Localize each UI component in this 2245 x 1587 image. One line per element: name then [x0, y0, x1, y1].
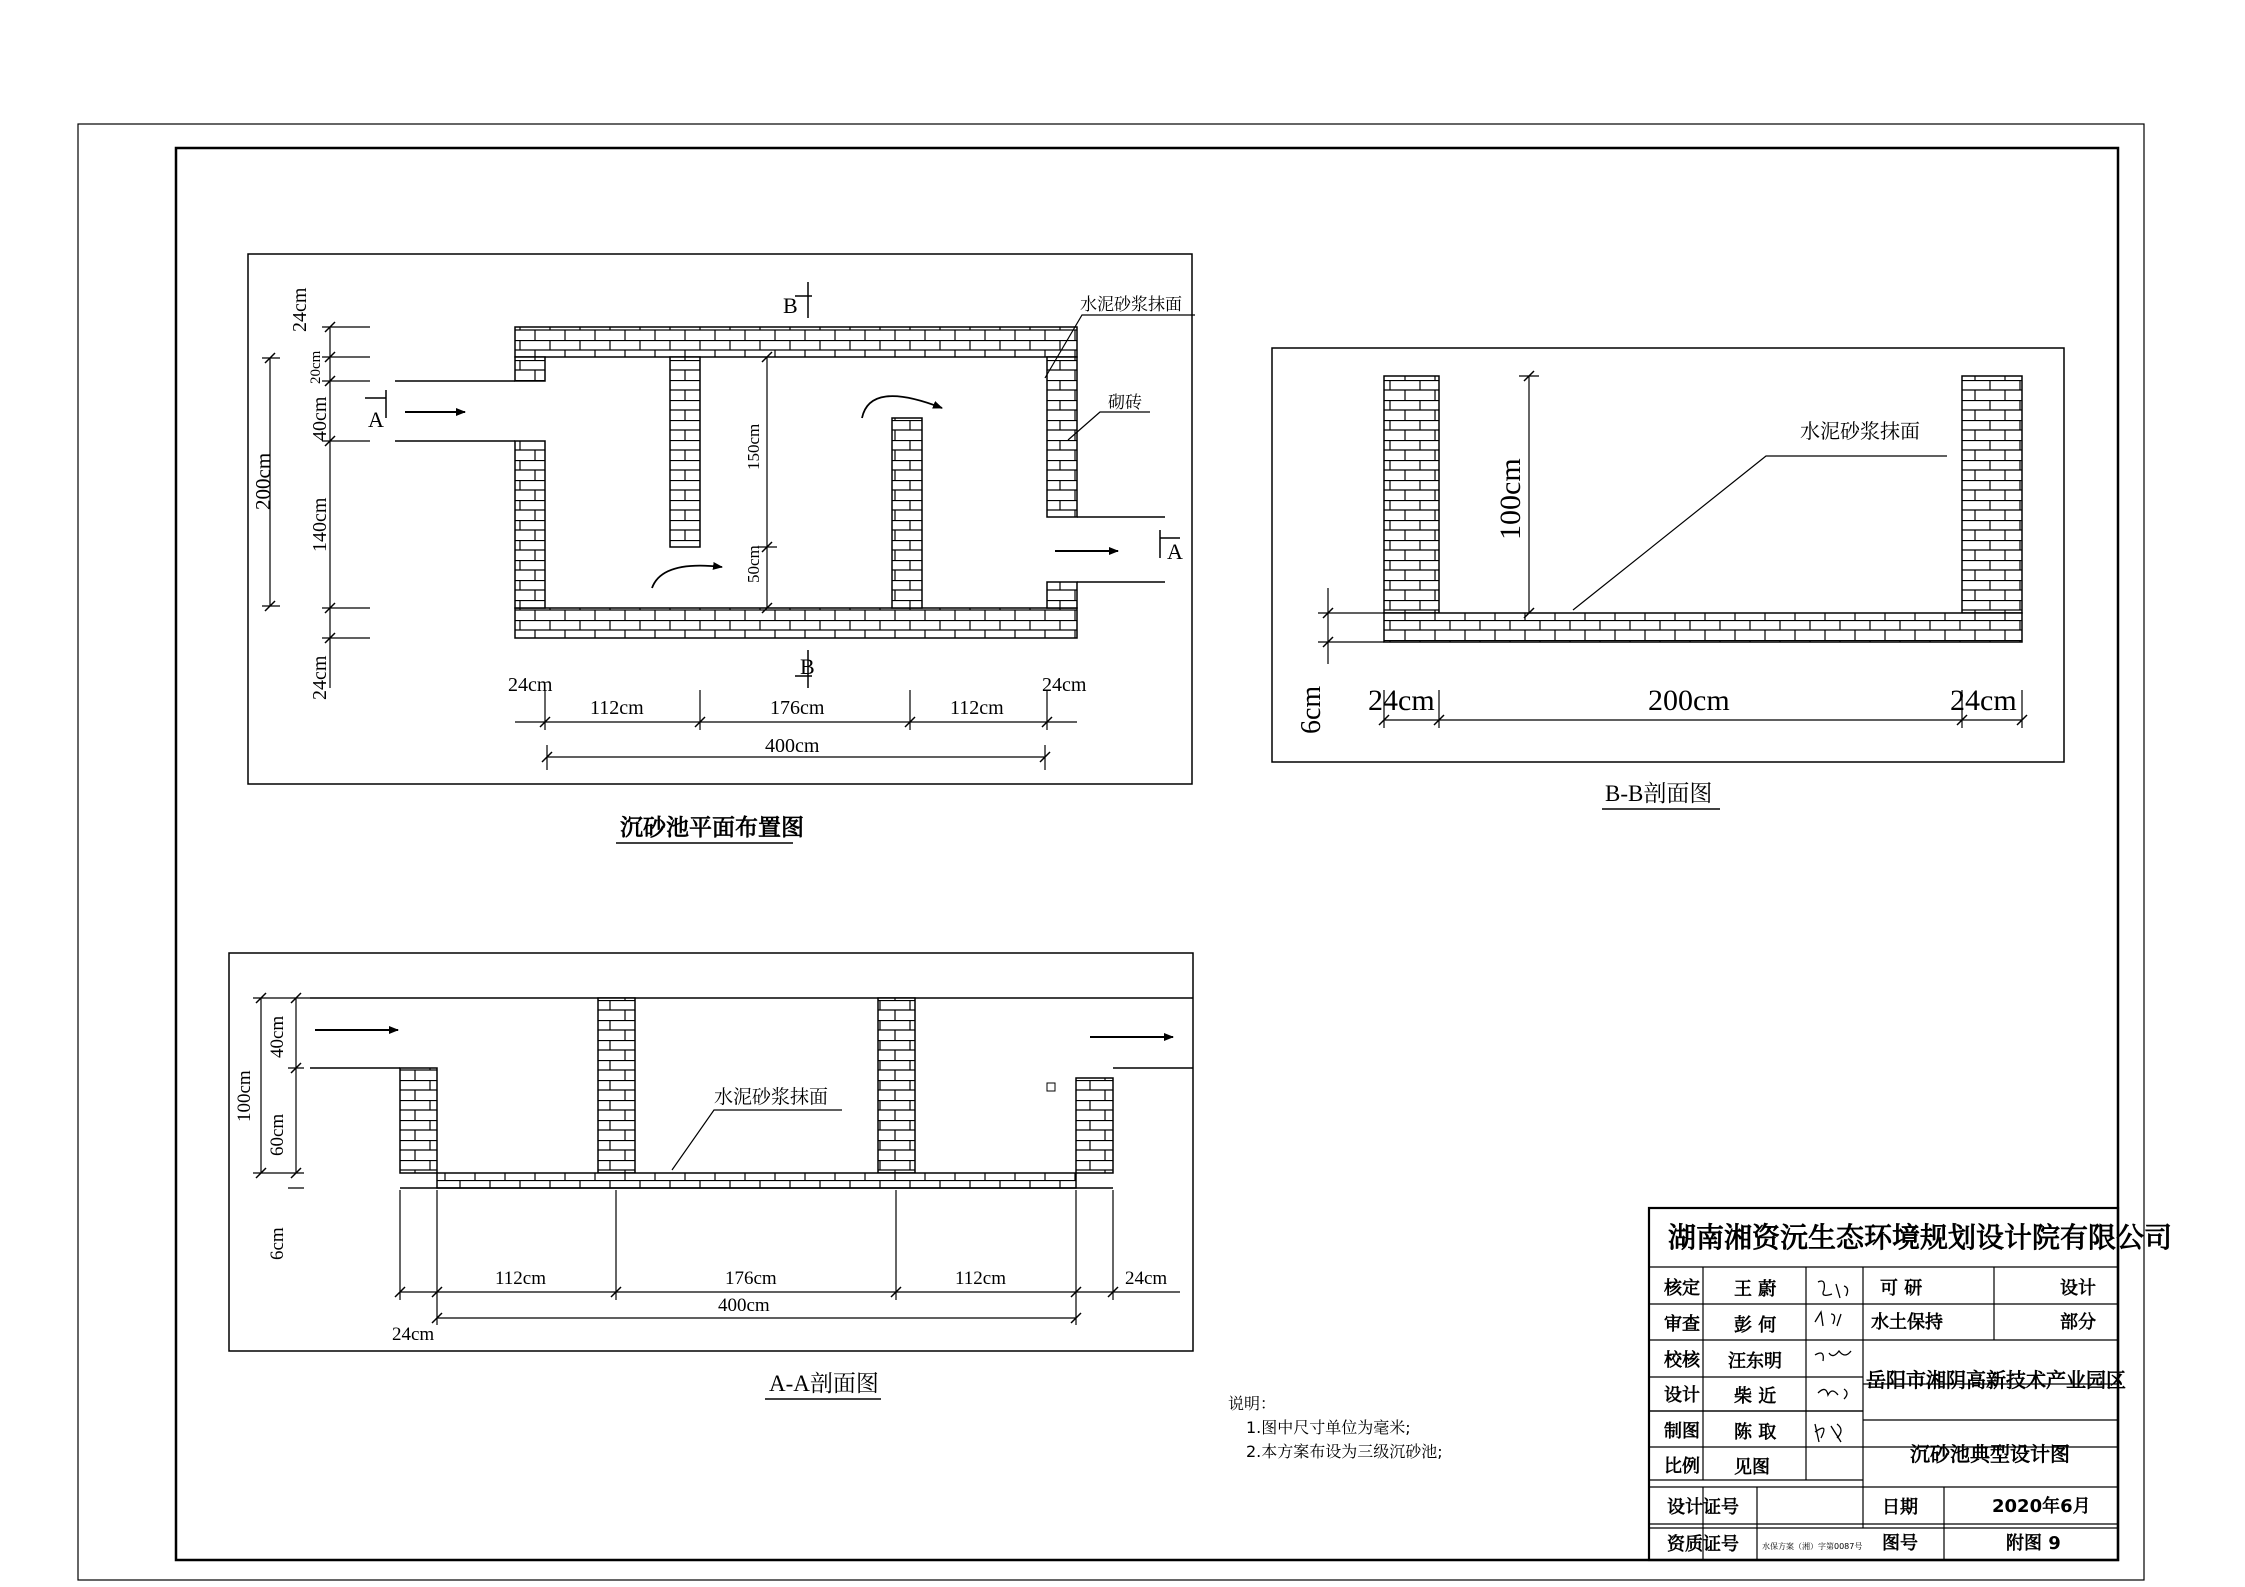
section-aa-dim-6: 6cm	[267, 1227, 288, 1260]
section-aa-dim-40: 40cm	[267, 1015, 288, 1058]
section-aa-dim-112-left: 112cm	[495, 1268, 547, 1289]
quality-cert-value: 水保方案（湘）字第0087号	[1762, 1542, 1863, 1551]
date-label: 日期	[1882, 1497, 1918, 1518]
plan-baffle-dims	[744, 352, 777, 613]
person-name: 王 蔚	[1734, 1279, 1777, 1300]
mortar-label: 水泥砂浆抹面	[1080, 295, 1182, 315]
role-label: 审查	[1664, 1314, 1700, 1335]
stage-label: 可 研	[1880, 1278, 1923, 1299]
signatures	[1815, 1281, 1851, 1442]
section-bb-mortar-leader	[1573, 456, 1947, 610]
person-name: 见图	[1734, 1457, 1770, 1478]
dim-bottom-24-left: 24cm	[508, 674, 553, 696]
section-aa-dim-100: 100cm	[234, 1070, 255, 1122]
section-bb-dim-6: 6cm	[1296, 685, 1327, 734]
section-aa-dim-112-right: 112cm	[955, 1268, 1007, 1289]
plan-walls	[515, 327, 1077, 638]
drawing-no-value: 附图 9	[2006, 1533, 2061, 1554]
section-aa-dim-60: 60cm	[267, 1113, 288, 1156]
section-aa-dim-400: 400cm	[718, 1295, 770, 1316]
dim-left-bottom-24: 24cm	[309, 655, 331, 700]
section-a-left-label: A	[368, 407, 384, 432]
dim-left-top-24: 24cm	[289, 287, 311, 332]
plan-title: 沉砂池平面布置图	[620, 815, 804, 841]
section-bb-dim-24-right: 24cm	[1950, 684, 2017, 717]
dim-left-40: 40cm	[309, 396, 331, 441]
brick-leader	[1068, 412, 1150, 440]
notes-heading: 说明：	[1228, 1394, 1277, 1413]
title-block	[1649, 1208, 2172, 1560]
dim-bottom-400: 400cm	[765, 735, 820, 757]
dim-baffle-50: 50cm	[744, 545, 763, 583]
section-a-right-label: A	[1167, 539, 1183, 564]
section-bb-dim-100: 100cm	[1494, 458, 1527, 540]
baffle-wall-1	[670, 357, 700, 547]
stage-value: 设计	[2060, 1278, 2096, 1299]
flow-arrow-lower	[652, 566, 722, 588]
section-aa-mortar-leader	[672, 1110, 842, 1170]
flow-arrow-upper	[862, 396, 942, 418]
section-aa	[229, 953, 1193, 1399]
section-aa-mortar-label: 水泥砂浆抹面	[714, 1086, 829, 1108]
role-label: 校核	[1664, 1350, 1700, 1371]
company-name: 湖南湘资沅生态环境规划设计院有限公司	[1668, 1221, 2173, 1254]
dim-bottom-24-right: 24cm	[1042, 674, 1087, 696]
dim-bottom-112-right: 112cm	[950, 697, 1004, 719]
drawing-title: 沉砂池典型设计图	[1910, 1442, 2070, 1466]
outlet-channel	[1077, 517, 1165, 582]
section-aa-title: A-A剖面图	[769, 1371, 879, 1396]
section-aa-dim-24-left: 24cm	[392, 1324, 435, 1345]
plan-left-dims	[251, 287, 370, 700]
discipline-value: 部分	[2060, 1312, 2096, 1333]
role-label: 设计	[1664, 1385, 1700, 1406]
drawing-no-label: 图号	[1882, 1533, 1918, 1554]
outer-border	[78, 124, 2144, 1580]
section-aa-dim-176: 176cm	[725, 1268, 777, 1289]
section-bb-floor	[1384, 613, 2022, 642]
inner-border	[176, 148, 2118, 1560]
dim-left-20: 20cm	[308, 350, 324, 384]
section-bb-dim-24-left: 24cm	[1368, 684, 1435, 717]
dim-baffle-150: 150cm	[744, 423, 763, 470]
section-bb	[1272, 348, 2064, 809]
quality-cert-label: 资质证号	[1667, 1534, 1739, 1555]
note-item: 2.本方案布设为三级沉砂池;	[1246, 1442, 1443, 1461]
person-name: 彭 何	[1734, 1315, 1777, 1336]
person-name: 汪东明	[1728, 1351, 1782, 1372]
role-label: 制图	[1664, 1421, 1700, 1442]
section-b-top-label: B	[783, 293, 798, 318]
notes	[1228, 1394, 1443, 1461]
dim-bottom-176: 176cm	[770, 697, 825, 719]
note-item: 1.图中尺寸单位为毫米;	[1246, 1418, 1411, 1437]
plan-view	[248, 254, 1195, 843]
dim-left-140: 140cm	[309, 497, 331, 552]
brick-label: 砌砖	[1108, 393, 1142, 413]
dim-left-200: 200cm	[251, 452, 275, 510]
date-value: 2020年6月	[1992, 1496, 2091, 1517]
discipline-label: 水土保持	[1871, 1312, 1943, 1333]
section-bb-mortar-label: 水泥砂浆抹面	[1800, 419, 1920, 443]
dim-bottom-112-left: 112cm	[590, 697, 644, 719]
section-aa-dim-24-right: 24cm	[1125, 1268, 1168, 1289]
role-label: 比例	[1664, 1456, 1700, 1477]
section-b-bottom-label: B	[800, 654, 815, 679]
section-aa-floor	[437, 1173, 1076, 1188]
role-label: 核定	[1664, 1278, 1700, 1299]
design-cert-label: 设计证号	[1667, 1497, 1739, 1518]
person-name: 柴 近	[1734, 1386, 1777, 1407]
section-aa-frame	[229, 953, 1193, 1351]
person-name: 陈 取	[1734, 1422, 1777, 1443]
section-bb-dim-200: 200cm	[1648, 684, 1730, 717]
plan-bottom-dims	[508, 674, 1087, 770]
section-bb-title: B-B剖面图	[1605, 781, 1713, 806]
baffle-wall-2	[892, 418, 922, 608]
project-name: 岳阳市湘阴高新技术产业园区	[1866, 1368, 2126, 1392]
